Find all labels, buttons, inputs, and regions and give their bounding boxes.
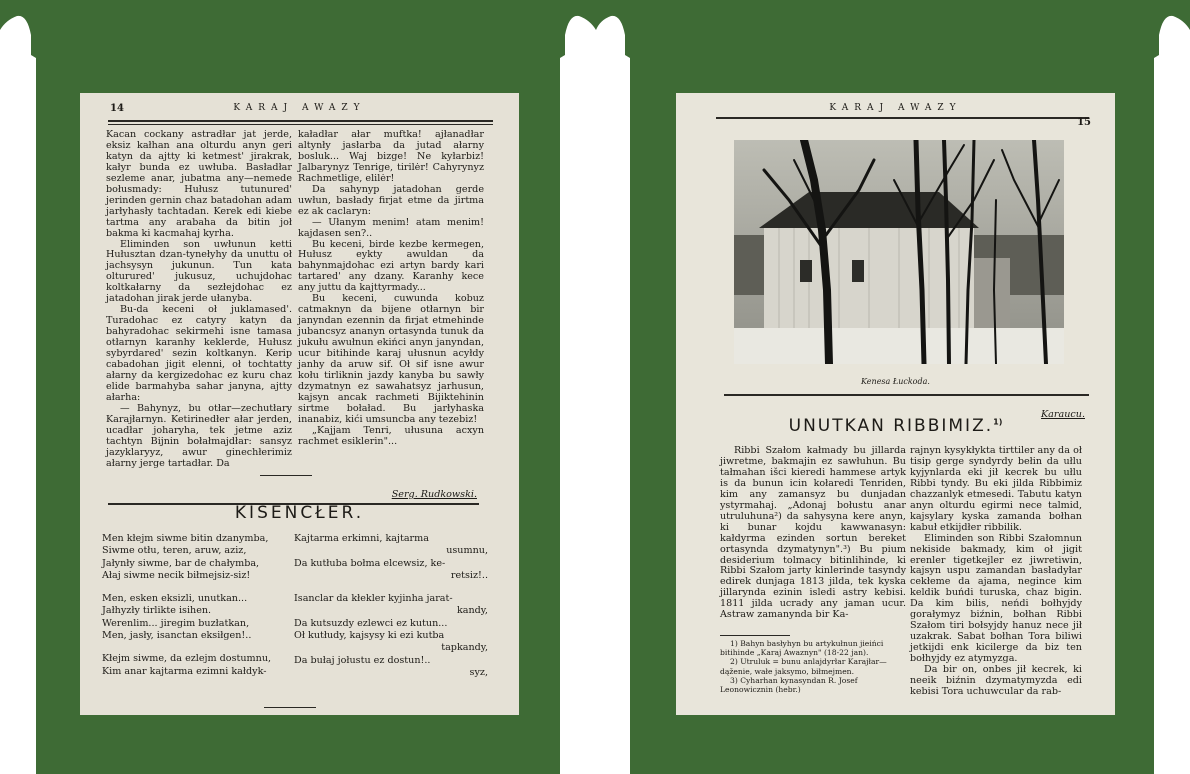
poem-line: kandy, [456,605,488,617]
page-number: 15 [1077,117,1091,128]
poem-line: Kim anar kajtarma ezimni kałdyk- [102,665,267,677]
header-rule [716,117,1089,119]
paragraph: Bu keceni, birde kezbe kermegen, Hułusz eykty awuldan da bahynmajdohac ezi artyn bardy kari tartared' any dzany. Karanhy kece any juttu da kajttyrmady... [298,238,484,294]
footnote: 3) Cyharhan kynasyndan R. Josef Leonowicznin (hebr.) [720,675,858,695]
footnotes [720,639,906,694]
poem-line: Men, esken eksizli, unutkan... [102,593,248,605]
text-column-right [910,446,1082,698]
header-rule [108,120,493,122]
poem-title: KISENCŁER. [234,503,365,523]
poem-line: Oł kutłudy, kajsysy ki ezi kutba [294,630,445,642]
text-column-left [720,446,906,621]
poem-line: Kłejm siwme, da ezlejm dostumnu, [102,653,272,665]
section-divider [260,475,312,476]
poem-line: Ałaj siwme necik biłmejsiz-siz! [102,569,251,581]
poem-line: Da kutsuzdy ezlewci ez kutun... [294,617,448,629]
poem-line: Jałynły siwme, bar de chałymba, [102,557,260,569]
author-signature: Serg. Rudkowski. [391,489,477,500]
author-signature: Karaucu. [1041,409,1085,420]
poem-line: Da bułaj jołustu ez dostun!.. [294,654,431,666]
page-number: 14 [110,103,124,114]
paragraph: kaładłar ałar muftka! ajłanadłar altynły jasłarba da jutad ałarny bosluk... Waj bizge! Ne kyłarbiz! Jalbarynyz Tenrige, tirilėr! Cahyrynyz Rachmetlige, elilėr! [298,129,484,184]
poem-line: Da kutłuba bołma elcewsiz, ke- [294,557,446,569]
poem-line: Jałhyzły tirlikte isihen. [102,605,212,617]
paragraph: — Bahynyz, bu otłar—zechutłary Karajłarnyn. Ketirinedłer ałar jerden, ucadłar joharyha, tek jetme aziz tachtyn Bijnin bołałmajdłar: sansyz jazyklaryyz, awur ginechłerimiz ałarny jerge tartadłar. Da [106,402,292,469]
footnote-rule [720,635,790,636]
photo-caption: Kenesa Łuckoda. [861,377,930,386]
poem-column-right [294,533,488,679]
poem-line: Men, jasły, isanctan eksiłgen!.. [102,630,252,642]
photograph-kenesa [734,140,1064,364]
footnote: 1) Bahyn basłyhyn bu artykułnun jieińci bitihinde „Karaj Awaznyn" (18-22 jan). [720,639,884,658]
poem-line: tapkandy, [441,642,488,654]
article-title-text: UNUTKAN RIBBIMIZ. [788,416,994,436]
article-title [676,416,1115,436]
article-title-note: 1) [993,417,1003,427]
stanza-gap [102,582,296,593]
poem-line: Kajtarma erkimni, kajtarma [294,533,429,544]
text-column-right [298,130,484,448]
paragraph: Da sahynyp jatadohan gerde uwłun, basłady firjat etme da jirtma ez ak caclaryn: [298,183,484,217]
running-head: KARAJ AWAZY [233,103,366,113]
poem-line: syz, [469,666,488,678]
paragraph: Kacan cockany astradłar jat jerde, eksiz kałhan ana olturdu anyn geri katyn da ajtty ki ketmest' jirakrak, kałyr bunda ez uwłuba. Basładłar sezleme anar, jubatma any—nemede bołusmady: Hułusz tutunured' jerinden gernin chaz batadohan adam jarłyhasły tachtadan. Kerek edi kiebe tartma any arabaha da bitin joł bakma ki kacmahaj kyrha. [106,129,292,239]
poem-line: Siwme otłu, teren, aruw, aziz, [102,545,247,557]
paragraph: Bu-da keceni oł juklamased'. Turadohac ez catyry katyn da bahyradohac sekirmehi isne tamasa otłarnyn karanhy keklerde, Hułusz sybyrdared' sezin koltkanyn. Kerip cabadohan jigit elenni, oł tochtatty ałarny da kergizedohac ez kuru chaz elide barmahyba sahar janyna, ajtty ałarha: [106,304,292,403]
poem-line: retsiz!.. [450,569,488,581]
paragraph: — Ułanym menim! atam menim! kajdasen sen?.. [298,216,484,239]
paragraph: „Kajjam Tenri, ułusuna acxyn rachmet esiklerin"... [298,424,484,447]
paragraph: rajnyn kysykłykta tirttiler any da oł tisip gerge syndyrdy bełin da ułlu kyjynlarda eki jił kecrek bu ułlu Ribbi tyndy. Bu eki jilda Ribbimiz chazzanlyk etmesedi. Tabutu katyn anyn olturdu egirmi nece talmid, kajsylary kyska zamanda bołhan kabuł etkijdłer ribbilik. [910,445,1082,533]
poem-line: Men kłejm siwme bitin dzanymba, [102,533,269,544]
poem-column-left [102,533,296,678]
left-page [80,93,519,715]
end-divider [264,707,316,708]
footnote: 2) Utruluk = bunu anlajdyrłar Karajłar—dąženie, wałe jaksymo, biłmejmen. [720,657,887,676]
section-rule [724,394,1089,396]
poem-line: Isanclar da kłekler kyjinha jarat- [294,593,453,605]
kenesa-photo-icon [734,140,1064,364]
paragraph: Eliminden son uwłunun ketti Hułusztan dzan-tynełyhy da unuttu oł jachsysyn jukunun. Tun kata olturured' jukusuz, uchujdohac koltkałarny da sezłejdohac ez jatadohan jirak jerde ułanyba. [106,238,292,305]
paragraph: Eliminden son Ribbi Szałomnun nekiside bakmady, kim oł jigit erenler tigetkejler ez jiwretiwin, kajsyn uspu zamandan basładyłar cekłeme da ajama, negince kim keldik buńdi turuska, chaz bigin. Da kim bilis, neńdi bołhyjdy gorałymyz biźnin, bołhan Ribbi Szałom tiri bołsyjdy hanuz nece jił uzakrak. Sabat bołhan Tora biliwi jetkijdi enk kicilerge da biz ten bołhyjdy ez atymyzga. [910,532,1082,665]
text-column-left [106,130,292,470]
poem-line: usumnu, [446,545,488,557]
stanza-gap [294,582,488,593]
poem-line: Werenlim... jiregim buzłatkan, [102,617,250,629]
paragraph: Bu keceni, cuwunda kobuz catmaknyn da bijene otłarnyn bir janyndan ezennin da firjat etmehinde jubancsyz ananyn ortasynda tunuk da jukułu awułnun ekińci anyn janyndan, ucur bitihinde karaj ułusnun acyłdy janhy da aruw sif. Oł sif isne awur kołu tirliknin jazdy kanyba bu sawły dzymatnyn ez sawahatsyz jarhusun, kajsyn ancak rachmeti Bijiktehinin sirtme bołaład. Bu jarłyhaska inanabiz, kići umsuncba any tezebiz! [298,293,484,425]
right-page [676,93,1115,715]
paragraph: Ribbi Szałom kałmady bu jillarda jiwretme, bakmajin ez sawłuhun. Bu tałmahan išci kieredi hammese artyk is da bunun icin kołaredi Tenriden, kim any zamansyz bu dunjadan ystyrmahaj. „Adonaj bołustu anar utruluhuna²) da sahysyna kere anyn, ki bunar kojdu kawwanasyn: kałdyrma ezinden sortun bereket ortasynda dzymatynyn".³) Bu pium desiderium tolmacy bitinlihinde, ki Ribbi Szałom jarty kinlerinde tasyndy edirek dunjaga 1813 jilda, tek kyska jillarynda ezinin isledi astry kebisi. 1811 jilda ucrady any jaman ucur. Astraw zamanynda bir Ka- [720,445,906,621]
running-head: KARAJ AWAZY [829,103,962,113]
header-rule-thin [108,124,493,125]
paragraph: Da bir on, onbes jił kecrek, ki neeik biźnin dzymatymyzda edi kebisi Tora uchuwcular da rab- [910,664,1082,697]
stanza-gap [102,642,296,653]
